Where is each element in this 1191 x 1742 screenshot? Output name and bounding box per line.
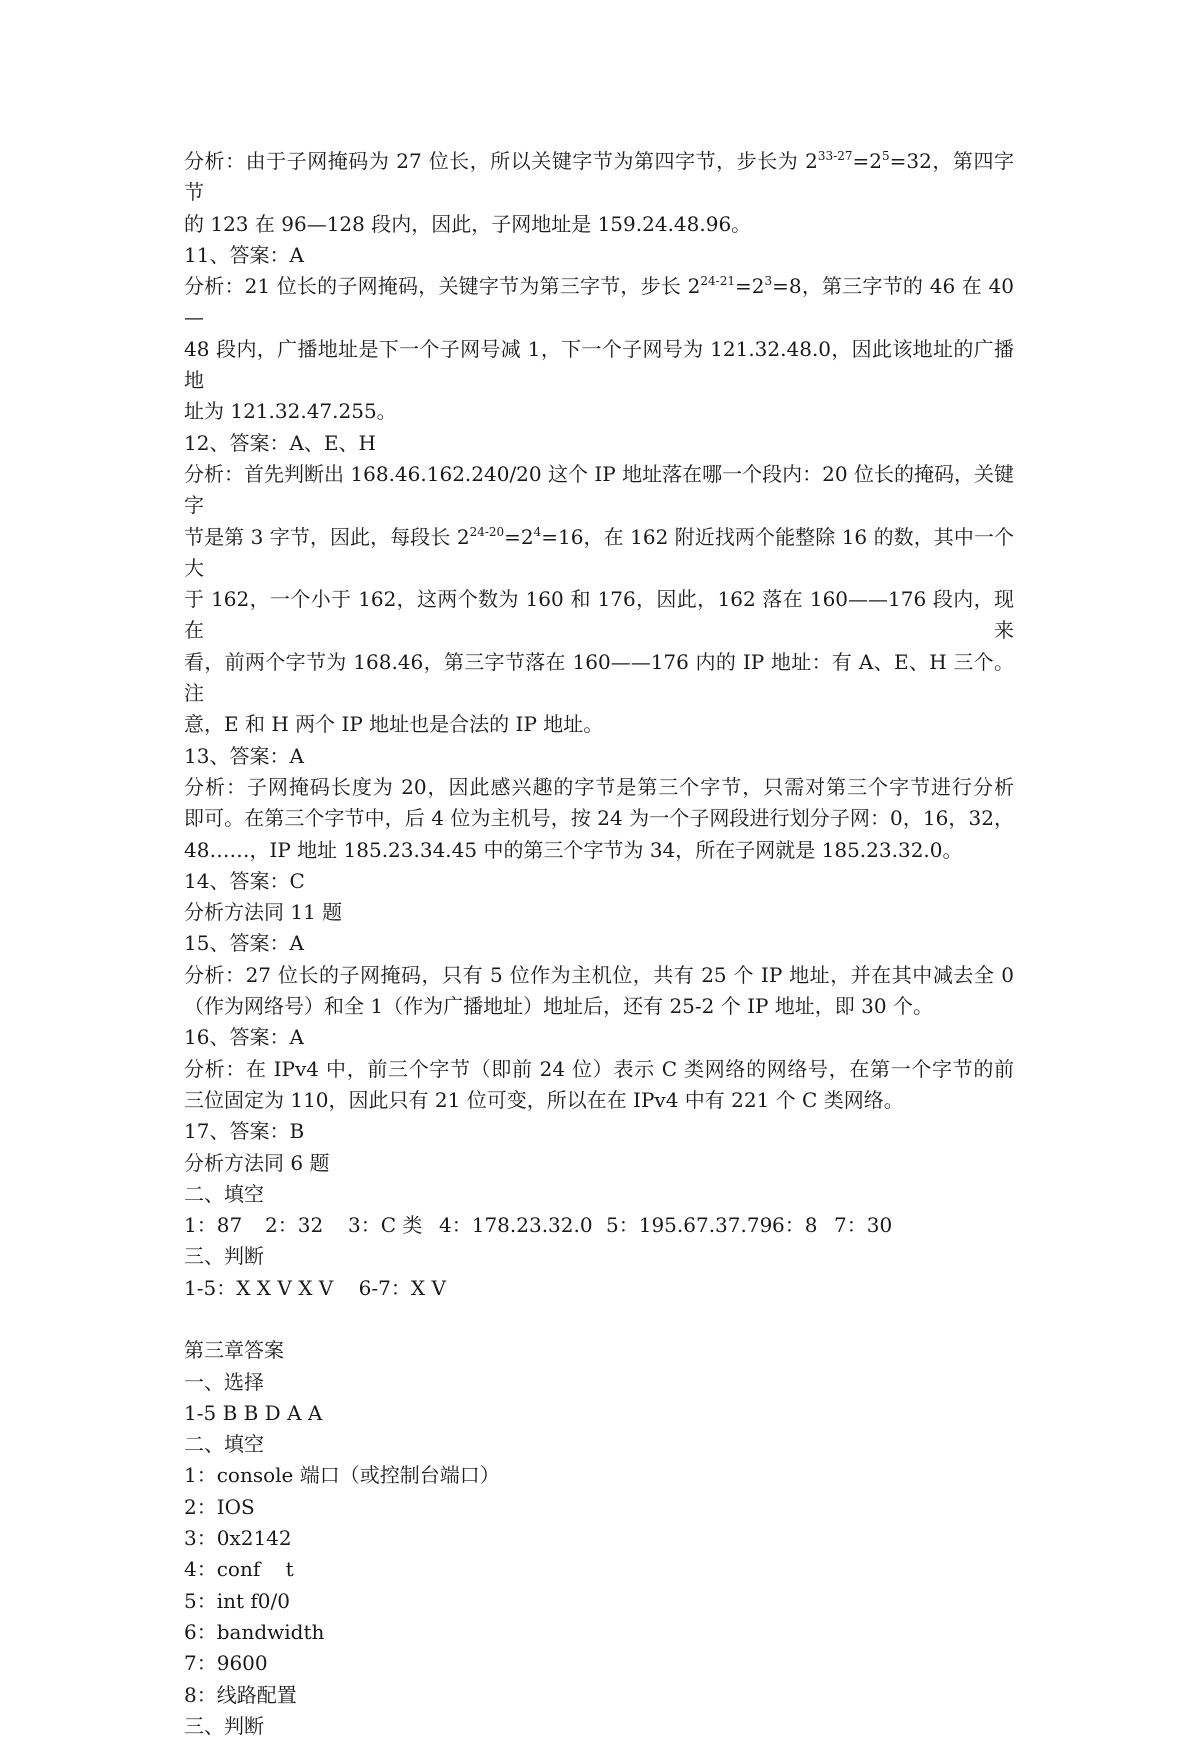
section-heading: 三、判断: [184, 1244, 264, 1269]
blank-line: [184, 1304, 1014, 1335]
fill-answer: 8：线路配置: [184, 1682, 297, 1707]
fill-answer: 1：87: [184, 1213, 243, 1238]
fill-answers-row: [184, 1210, 1014, 1241]
analysis-line: （作为网络号）和全 1（作为广播地址）地址后，还有 25-2 个 IP 地址，即 30 个。: [184, 994, 933, 1019]
fill-answer: 2：32: [265, 1213, 324, 1238]
answer-line: 11、答案：A: [184, 242, 304, 267]
fill-answer: 3：C 类: [348, 1213, 423, 1238]
analysis-line: 分析方法同 11 题: [184, 900, 343, 925]
analysis-line: 分析方法同 6 题: [184, 1150, 330, 1175]
answer-line: 13、答案：A: [184, 743, 304, 768]
fill-answer: 7：30: [834, 1213, 893, 1238]
answer-line: 16、答案：A: [184, 1025, 304, 1050]
analysis-line: 分析：27 位长的子网掩码，只有 5 位作为主机位，共有 25 个 IP 地址，并在其中减去全 0: [184, 962, 1014, 987]
fill-answer: 3：0x2142: [184, 1526, 292, 1551]
analysis-line: 分析：在 IPv4 中，前三个字节（即前 24 位）表示 C 类网络的网络号，在第一个字节的前: [184, 1056, 1014, 1081]
analysis-line: 的 123 在 96—128 段内，因此，子网地址是 159.24.48.96。: [184, 211, 752, 236]
section-heading: 二、填空: [184, 1432, 264, 1457]
fill-answer: 1：console 端口（或控制台端口）: [184, 1463, 500, 1488]
analysis-line: 节是第 3 字节，因此，每段长 $2^{24-20}=2^4=16$，在 162 附近找两个能整除 16 的数，其中一个大: [184, 524, 1014, 580]
chapter-title: 第三章答案: [184, 1338, 284, 1363]
fill-answer: 2：IOS: [184, 1494, 255, 1519]
section-heading: 一、选择: [184, 1369, 264, 1394]
analysis-line: 意，E 和 H 两个 IP 地址也是合法的 IP 地址。: [184, 712, 604, 737]
section-heading: 二、填空: [184, 1181, 264, 1206]
section-heading: 三、判断: [184, 1713, 264, 1738]
fill-answer: 5：195.67.37.79: [606, 1213, 773, 1238]
answer-line: 17、答案：B: [184, 1119, 305, 1144]
analysis-line: 即可。在第三个字节中，后 4 位为主机号，按 24 为一个子网段进行划分子网：0，16，32，: [184, 806, 1014, 831]
analysis-line: 址为 121.32.47.255。: [184, 399, 397, 424]
fill-answer: 6：8: [772, 1213, 818, 1238]
answer-line: 14、答案：C: [184, 868, 305, 893]
analysis-line: 于 162，一个小于 162，这两个数为 160 和 176，因此，162 落在 160——176 段内，现在来: [184, 587, 1014, 643]
analysis-line: 分析：由于子网掩码为 27 位长，所以关键字节为第四字节，步长为 $2^{33-27}=2^5=32$，第四字节: [184, 149, 1014, 205]
analysis-line: 48 段内，广播地址是下一个子网号减 1，下一个子网号为 121.32.48.0，因此该地址的广播地: [184, 336, 1014, 393]
analysis-line: 分析：21 位长的子网掩码，关键字节为第三字节，步长 $2^{24-21}=2^3=8$，第三字节的 46 在 40—: [184, 274, 1015, 330]
analysis-line: 48……，IP 地址 185.23.34.45 中的第三个字节为 34，所在子网就是 185.23.32.0。: [184, 837, 963, 862]
document-body: [184, 146, 1014, 1742]
fill-answer: 6：bandwidth: [184, 1619, 325, 1644]
analysis-line: 分析：首先判断出 168.46.162.240/20 这个 IP 地址落在哪一个段内：20 位长的掩码，关键字: [184, 461, 1014, 518]
judge-answers: 1-5：X X V X V 6-7：X V: [184, 1275, 446, 1300]
analysis-line: 看，前两个字节为 168.46，第三字节落在 160——176 内的 IP 地址：有 A、E、H 三个。注: [184, 649, 1014, 706]
choice-answers: 1-5 B B D A A: [184, 1400, 323, 1425]
answer-line: 15、答案：A: [184, 931, 304, 956]
analysis-line: 分析：子网掩码长度为 20，因此感兴趣的字节是第三个字节，只需对第三个字节进行分析: [184, 774, 1014, 799]
fill-answer: 4：conf t: [184, 1557, 294, 1582]
fill-answer: 4：178.23.32.0: [439, 1213, 593, 1238]
fill-answer: 5：int f0/0: [184, 1588, 290, 1613]
analysis-line: 三位固定为 110，因此只有 21 位可变，所以在在 IPv4 中有 221 个 C 类网络。: [184, 1087, 904, 1112]
fill-answer: 7：9600: [184, 1651, 268, 1676]
answer-line: 12、答案：A、E、H: [184, 430, 376, 455]
